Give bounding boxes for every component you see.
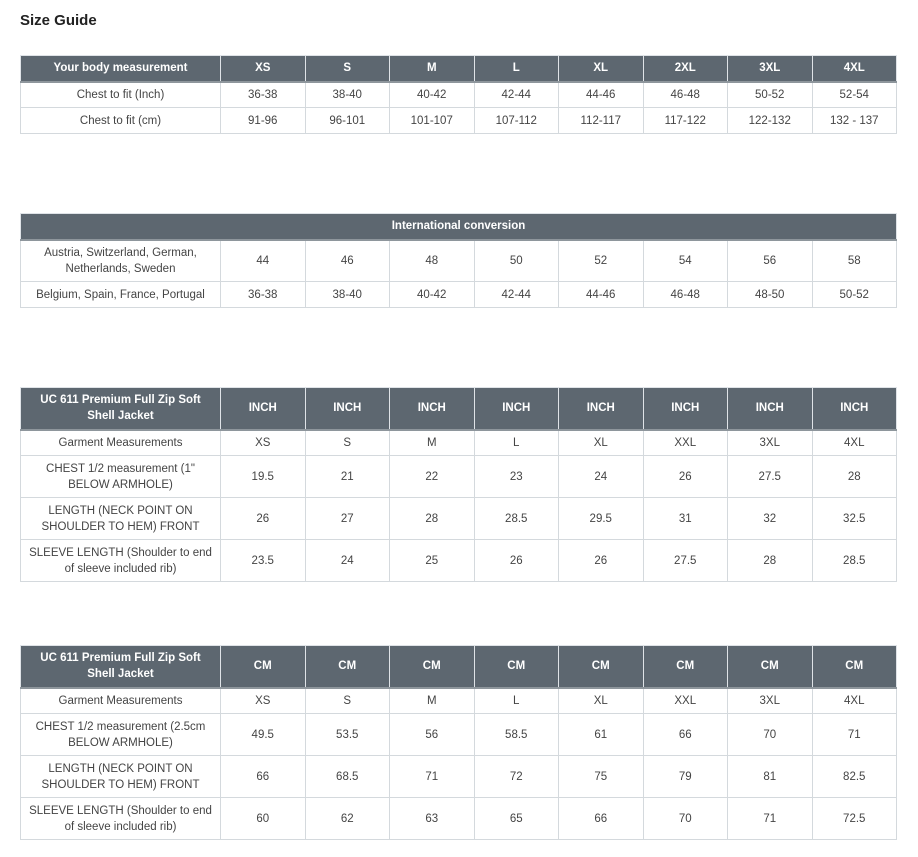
table-cell: 52-54 [812,82,897,108]
row-label-cell: Garment Measurements [21,430,221,456]
table-cell: 62 [305,798,390,840]
table-cell: M [390,430,475,456]
table-cell: 91-96 [221,108,306,134]
table-cell: 21 [305,456,390,498]
table-cell: 46-48 [643,282,728,308]
table-header-row [21,214,897,240]
header-cell: INCH [643,388,728,430]
header-cell: Your body measurement [21,56,221,82]
table-cell: 44 [221,240,306,282]
table-row [21,714,897,756]
table-cell: 58.5 [474,714,559,756]
table-cell: 4XL [812,688,897,714]
table-cell: 48 [390,240,475,282]
table-cell: 107-112 [474,108,559,134]
table-cell: 71 [728,798,813,840]
table-cell: 36-38 [221,82,306,108]
table-cell: 23.5 [221,540,306,582]
header-cell: S [305,56,390,82]
header-cell: L [474,56,559,82]
header-cell: INCH [474,388,559,430]
table-cell: 54 [643,240,728,282]
row-label-cell: CHEST 1/2 measurement (2.5cm BELOW ARMHOLE) [21,714,221,756]
table-cell: 28.5 [474,498,559,540]
table-cell: 28 [390,498,475,540]
table-cell: 50-52 [728,82,813,108]
table-cell: 66 [559,798,644,840]
header-cell: CM [221,646,306,688]
header-cell: UC 611 Premium Full Zip Soft Shell Jacket [21,646,221,688]
row-label-cell: Garment Measurements [21,688,221,714]
table-row [21,282,897,308]
table-cell: 27.5 [643,540,728,582]
table-cell: 31 [643,498,728,540]
table-cell: 3XL [728,430,813,456]
table-cell: 63 [390,798,475,840]
table-row [21,498,897,540]
table-cell: 23 [474,456,559,498]
table-cell: 38-40 [305,82,390,108]
table-cell: 70 [728,714,813,756]
header-cell: XS [221,56,306,82]
table-cell: 71 [390,756,475,798]
table-cell: 75 [559,756,644,798]
table-cell: 60 [221,798,306,840]
table-cell: 28 [728,540,813,582]
table-cell: XS [221,688,306,714]
table-cell: 68.5 [305,756,390,798]
header-cell: CM [728,646,813,688]
row-label-cell: CHEST 1/2 measurement (1" BELOW ARMHOLE) [21,456,221,498]
header-cell: INCH [305,388,390,430]
header-cell: CM [390,646,475,688]
table-cell: 81 [728,756,813,798]
table-cell: 58 [812,240,897,282]
row-label-cell: SLEEVE LENGTH (Shoulder to end of sleeve included rib) [21,540,221,582]
table-header-row [21,646,897,688]
table-cell: 61 [559,714,644,756]
table-row [21,456,897,498]
table-cell: 19.5 [221,456,306,498]
header-cell: CM [305,646,390,688]
table-cell: 72.5 [812,798,897,840]
table-cell: 27.5 [728,456,813,498]
table-cell: XXL [643,688,728,714]
table-cell: XXL [643,430,728,456]
table-cell: 24 [305,540,390,582]
table-cell: 26 [474,540,559,582]
table-cell: 44-46 [559,82,644,108]
table-cell: 24 [559,456,644,498]
header-cell: INCH [221,388,306,430]
header-cell: 2XL [643,56,728,82]
table-row [21,430,897,456]
table-cell: 56 [728,240,813,282]
table-row [21,756,897,798]
table-cell: 82.5 [812,756,897,798]
inch-measurement-table [20,387,897,582]
table-cell: 117-122 [643,108,728,134]
table-cell: 52 [559,240,644,282]
body-measurement-table [20,55,897,134]
row-label-cell: Chest to fit (cm) [21,108,221,134]
header-cell: CM [643,646,728,688]
table-cell: 42-44 [474,282,559,308]
table-cell: 65 [474,798,559,840]
header-cell: 4XL [812,56,897,82]
table-cell: 25 [390,540,475,582]
row-label-cell: LENGTH (NECK POINT ON SHOULDER TO HEM) FRONT [21,756,221,798]
table-cell: S [305,430,390,456]
table-cell: S [305,688,390,714]
table-cell: 101-107 [390,108,475,134]
header-cell: 3XL [728,56,813,82]
table-cell: 50-52 [812,282,897,308]
table-cell: 40-42 [390,82,475,108]
header-cell: CM [474,646,559,688]
table-cell: 4XL [812,430,897,456]
table-cell: 48-50 [728,282,813,308]
table-cell: 122-132 [728,108,813,134]
table-cell: 79 [643,756,728,798]
table-cell: L [474,688,559,714]
table-cell: 50 [474,240,559,282]
header-cell: INCH [390,388,475,430]
table-cell: 56 [390,714,475,756]
table-cell: 26 [643,456,728,498]
header-cell: INCH [559,388,644,430]
table-cell: 96-101 [305,108,390,134]
table-cell: 3XL [728,688,813,714]
header-cell: CM [559,646,644,688]
cm-measurement-table [20,645,897,840]
table-cell: 46-48 [643,82,728,108]
row-label-cell: Austria, Switzerland, German, Netherlands, Sweden [21,240,221,282]
page-title: Size Guide [20,12,97,29]
table-cell: 71 [812,714,897,756]
table-header-row [21,56,897,82]
table-row [21,540,897,582]
table-cell: 22 [390,456,475,498]
table-row [21,240,897,282]
table-cell: M [390,688,475,714]
header-cell: CM [812,646,897,688]
table-cell: 46 [305,240,390,282]
table-row [21,798,897,840]
table-cell: 27 [305,498,390,540]
table-header-row [21,388,897,430]
header-cell: INCH [728,388,813,430]
header-cell: INCH [812,388,897,430]
row-label-cell: Chest to fit (Inch) [21,82,221,108]
table-cell: 70 [643,798,728,840]
table-row [21,82,897,108]
header-cell: XL [559,56,644,82]
table-cell: 66 [221,756,306,798]
table-cell: XL [559,688,644,714]
table-cell: 44-46 [559,282,644,308]
header-cell: M [390,56,475,82]
table-row [21,688,897,714]
row-label-cell: Belgium, Spain, France, Portugal [21,282,221,308]
table-row [21,108,897,134]
table-cell: 42-44 [474,82,559,108]
header-cell: UC 611 Premium Full Zip Soft Shell Jacket [21,388,221,430]
table-cell: 28 [812,456,897,498]
table-cell: 32 [728,498,813,540]
table-cell: 72 [474,756,559,798]
table-cell: 26 [559,540,644,582]
table-cell: XL [559,430,644,456]
table-cell: 28.5 [812,540,897,582]
table-cell: 32.5 [812,498,897,540]
international-conversion-table [20,213,897,308]
table-cell: 112-117 [559,108,644,134]
table-cell: 66 [643,714,728,756]
header-cell: International conversion [21,214,897,240]
table-cell: 36-38 [221,282,306,308]
table-cell: 53.5 [305,714,390,756]
table-cell: 49.5 [221,714,306,756]
table-cell: 29.5 [559,498,644,540]
table-cell: 26 [221,498,306,540]
table-cell: XS [221,430,306,456]
row-label-cell: LENGTH (NECK POINT ON SHOULDER TO HEM) FRONT [21,498,221,540]
table-cell: L [474,430,559,456]
row-label-cell: SLEEVE LENGTH (Shoulder to end of sleeve included rib) [21,798,221,840]
table-cell: 38-40 [305,282,390,308]
table-cell: 132 - 137 [812,108,897,134]
table-cell: 40-42 [390,282,475,308]
